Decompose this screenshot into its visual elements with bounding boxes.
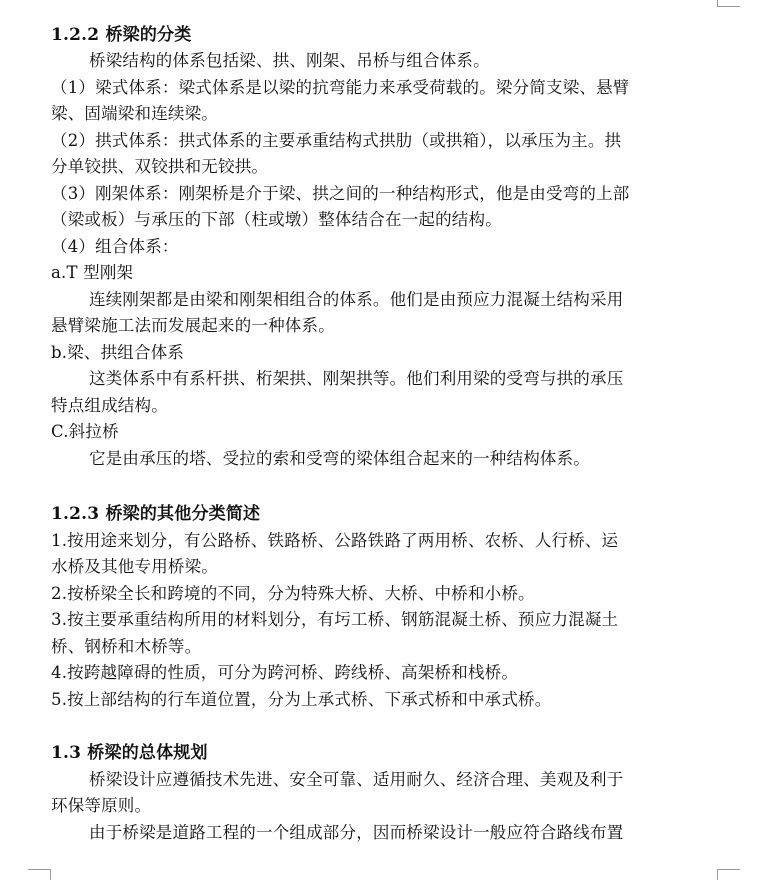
sub-heading: b.梁、拱组合体系 bbox=[51, 343, 185, 362]
margin-corner-mark bbox=[28, 869, 51, 880]
paragraph-line: 它是由承压的塔、受拉的索和受弯的梁体组合起来的一种结构体系。 bbox=[89, 449, 590, 468]
paragraph-line: （梁或板）与承压的下部（柱或墩）整体结合在一起的结构。 bbox=[51, 210, 502, 229]
paragraph-line: 特点组成结构。 bbox=[51, 396, 168, 415]
margin-corner-mark bbox=[717, 0, 740, 7]
paragraph-line: 1.按用途来划分，有公路桥、铁路桥、公路铁路了两用桥、农桥、人行桥、运 bbox=[51, 531, 619, 550]
section-heading: 1.3 桥梁的总体规划 bbox=[51, 743, 208, 763]
paragraph-line: （4）组合体系： bbox=[51, 237, 179, 256]
paragraph-line: （2）拱式体系：拱式体系的主要承重结构式拱肋（或拱箱），以承压为主。拱 bbox=[51, 131, 622, 150]
paragraph-line: 桥梁设计应遵循技术先进、安全可靠、适用耐久、经济合理、美观及利于 bbox=[89, 770, 624, 789]
paragraph-line: 5.按上部结构的行车道位置，分为上承式桥、下承式桥和中承式桥。 bbox=[51, 690, 552, 709]
paragraph-line: 由于桥梁是道路工程的一个组成部分，因而桥梁设计一般应符合路线布置 bbox=[89, 823, 624, 842]
paragraph-line: 水桥及其他专用桥梁。 bbox=[51, 557, 218, 576]
section-heading: 1.2.2 桥梁的分类 bbox=[51, 25, 192, 45]
margin-corner-mark bbox=[717, 869, 740, 880]
paragraph-line: 分单铰拱、双铰拱和无铰拱。 bbox=[51, 157, 269, 176]
paragraph-line: （1）梁式体系：梁式体系是以梁的抗弯能力来承受荷载的。梁分简支梁、悬臂 bbox=[51, 78, 630, 97]
paragraph-line: 这类体系中有系杆拱、桁架拱、刚架拱等。他们利用梁的受弯与拱的承压 bbox=[89, 369, 624, 388]
sub-heading: a.T 型刚架 bbox=[51, 263, 134, 282]
paragraph-line: 4.按跨越障碍的性质，可分为跨河桥、跨线桥、高架桥和栈桥。 bbox=[51, 663, 519, 682]
paragraph-line: 梁、固端梁和连续梁。 bbox=[51, 104, 218, 123]
paragraph-line: 桥、钢桥和木桥等。 bbox=[51, 637, 202, 656]
paragraph-line: 2.按桥梁全长和跨境的不同，分为特殊大桥、大桥、中桥和小桥。 bbox=[51, 584, 535, 603]
paragraph-line: 连续刚架都是由梁和刚架相组合的体系。他们是由预应力混凝土结构采用 bbox=[89, 290, 624, 309]
paragraph-line: （3）刚架体系：刚架桥是介于梁、拱之间的一种结构形式，他是由受弯的上部 bbox=[51, 184, 630, 203]
section-heading: 1.2.3 桥梁的其他分类简述 bbox=[51, 504, 261, 524]
paragraph-line: 环保等原则。 bbox=[51, 796, 152, 815]
sub-heading: C.斜拉桥 bbox=[51, 422, 119, 441]
paragraph-line: 悬臂梁施工法而发展起来的一种体系。 bbox=[51, 316, 335, 335]
paragraph-line: 桥梁结构的体系包括梁、拱、刚架、吊桥与组合体系。 bbox=[89, 51, 490, 70]
paragraph-line: 3.按主要承重结构所用的材料划分，有圬工桥、钢筋混凝土桥、预应力混凝土 bbox=[51, 610, 619, 629]
